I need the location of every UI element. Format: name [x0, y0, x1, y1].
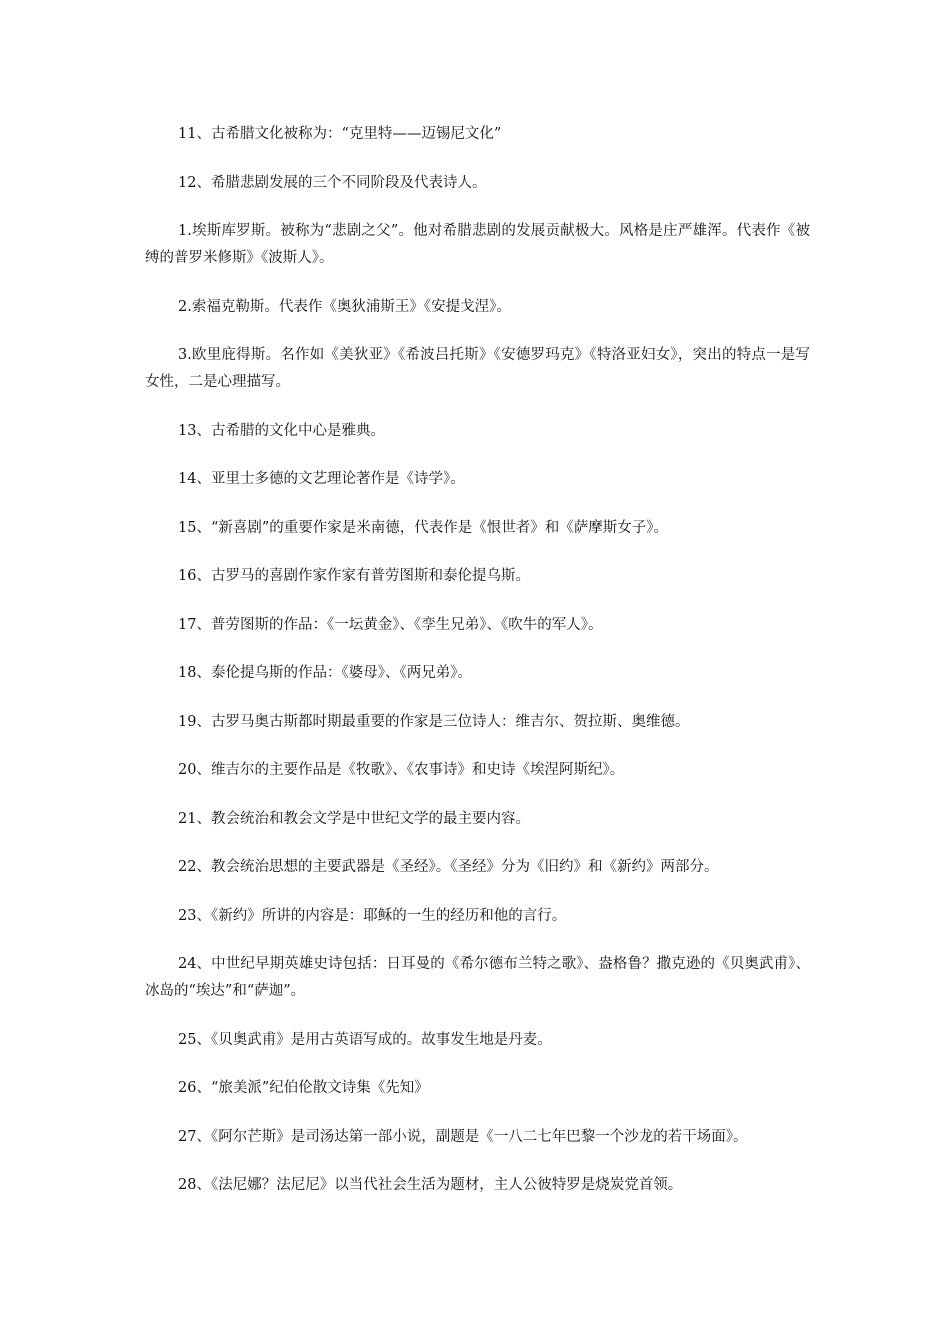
- paragraph-14: 14、亚里士多德的文艺理论著作是《诗学》。: [178, 471, 465, 487]
- paragraph-21: 21、教会统治和教会文学是中世纪文学的最主要内容。: [178, 810, 530, 827]
- paragraph-17: 17、普劳图斯的作品：《一坛黄金》、《孪生兄弟》、《吹牛的军人》。: [178, 616, 603, 633]
- paragraph-25: 25、《贝奥武甫》是用古英语写成的。故事发生地是丹麦。: [178, 1031, 552, 1048]
- paragraph-12-1: 1.埃斯库罗斯。被称为“悲剧之父”。他对希腊悲剧的发展贡献极大。风格是庄严雄浑。代表作《被缚的普罗米修斯》《波斯人》。: [145, 223, 810, 266]
- paragraph-27: 27、《阿尔芒斯》是司汤达第一部小说，副题是《一八二七年巴黎一个沙龙的若干场面》。: [178, 1128, 748, 1145]
- paragraph-15: 15、“新喜剧”的重要作家是米南德，代表作是《恨世者》和《萨摩斯女子》。: [178, 519, 669, 536]
- paragraph-22: 22、教会统治思想的主要武器是《圣经》。《圣经》分为《旧约》和《新约》两部分。: [178, 859, 719, 875]
- paragraph-26: 26、“旅美派”纪伯伦散文诗集《先知》: [178, 1080, 429, 1096]
- paragraph-11: 11、古希腊文化被称为：“克里特——迈锡尼文化”: [178, 126, 502, 142]
- paragraph-18: 18、泰伦提乌斯的作品：《婆母》、《两兄弟》。: [178, 665, 472, 681]
- paragraph-24: 24、中世纪早期英雄史诗包括：日耳曼的《希尔德布兰特之歌》、盎格鲁？撒克逊的《贝奥武甫》、冰岛的“埃达”和“萨迦”。: [145, 956, 810, 999]
- paragraph-16: 16、古罗马的喜剧作家作家有普劳图斯和泰伦提乌斯。: [178, 568, 530, 584]
- paragraph-12: 12、希腊悲剧发展的三个不同阶段及代表诗人。: [178, 174, 487, 191]
- paragraph-13: 13、古希腊的文化中心是雅典。: [178, 422, 385, 439]
- paragraph-19: 19、古罗马奥古斯都时期最重要的作家是三位诗人：维吉尔、贺拉斯、奥维德。: [178, 713, 690, 730]
- paragraph-28: 28、《法尼娜？法尼尼》以当代社会生活为题材，主人公彼特罗是烧炭党首领。: [178, 1177, 683, 1193]
- paragraph-12-3: 3.欧里庇得斯。名作如《美狄亚》《希波吕托斯》《安德罗玛克》《特洛亚妇女》，突出的特点一是写女性，二是心理描写。: [145, 347, 810, 390]
- paragraph-20: 20、维吉尔的主要作品是《牧歌》、《农事诗》和史诗《埃涅阿斯纪》。: [178, 762, 625, 778]
- paragraph-12-2: 2.索福克勒斯。代表作《奥狄浦斯王》《安提戈涅》。: [178, 298, 511, 315]
- paragraph-23: 23、《新约》所讲的内容是：耶稣的一生的经历和他的言行。: [178, 907, 567, 924]
- document-body: [145, 121, 810, 1221]
